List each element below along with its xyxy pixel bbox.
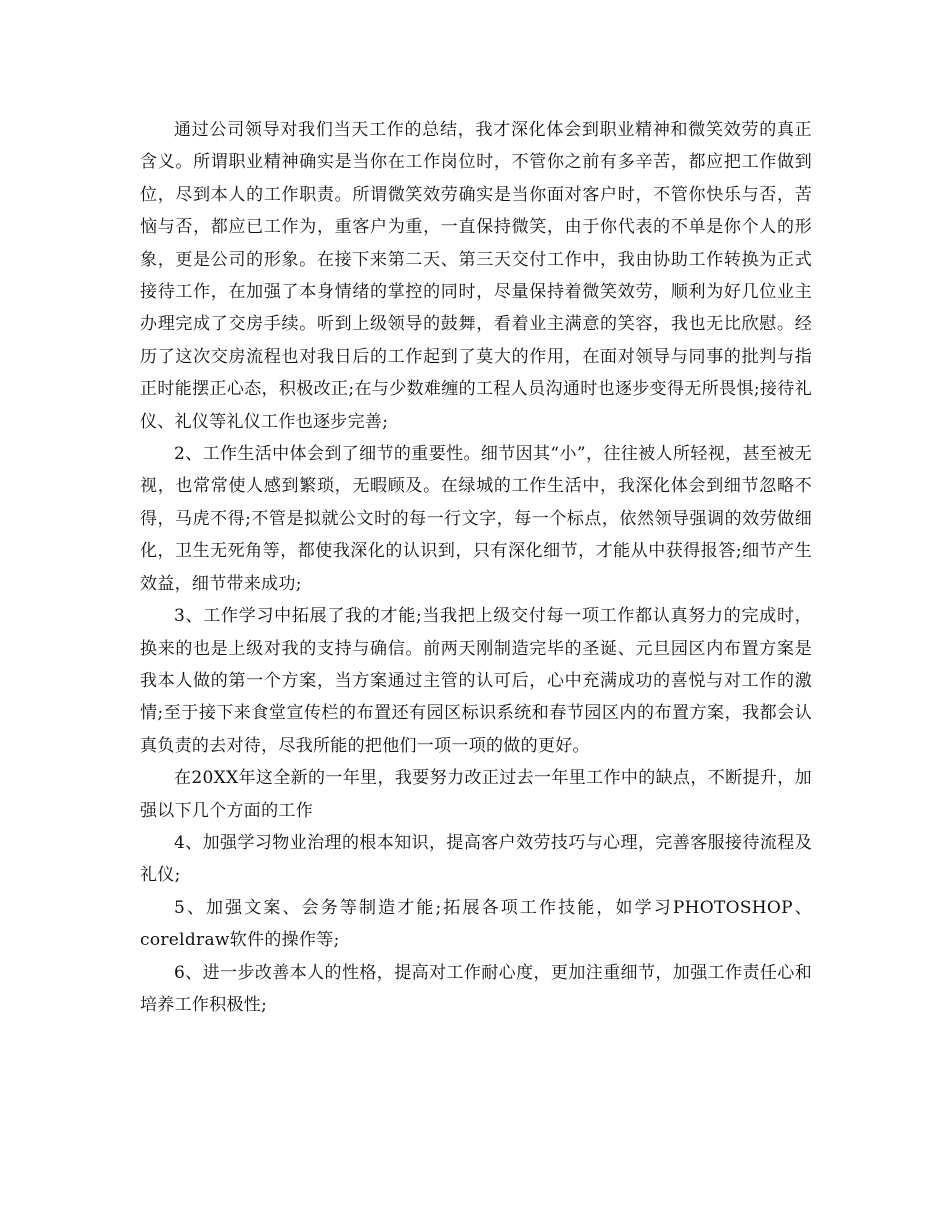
paragraph-item-4: 4、加强学习物业治理的根本知识，提高客户效劳技巧与心理，完善客服接待流程及礼仪; bbox=[140, 832, 812, 886]
paragraph-item-5: 5、加强文案、会务等制造才能;拓展各项工作技能，如学习PHOTOSHOP、coreldraw软件的操作等; bbox=[140, 897, 812, 951]
paragraph-item-2: 2、工作生活中体会到了细节的重要性。细节因其“小”，往往被人所轻视，甚至被无视，也常常使人感到繁琐，无暇顾及。在绿城的工作生活中，我深化体会到细节忽略不得，马虎不得;不管是拟就公文时的每一行文字，每一个标点，依然领导强调的效劳做细化，卫生无死角等，都使我深化的认识到，只有深化细节，才能从中获得报答;细节产生效益，细节带来成功; bbox=[140, 444, 812, 594]
document-body bbox=[140, 114, 812, 1021]
paragraph-summary: 通过公司领导对我们当天工作的总结，我才深化体会到职业精神和微笑效劳的真正含义。所谓职业精神确实是当你在工作岗位时，不管你之前有多辛苦，都应把工作做到位，尽到本人的工作职责。所谓微笑效劳确实是当你面对客户时，不管你快乐与否，苦恼与否，都应已工作为，重客户为重，一直保持微笑，由于你代表的不单是你个人的形象，更是公司的形象。在接下来第二天、第三天交付工作中，我由协助工作转换为正式接待工作，在加强了本身情绪的掌控的同时，尽量保持着微笑效劳，顺利为好几位业主办理完成了交房手续。听到上级领导的鼓舞，看着业主满意的笑容，我也无比欣慰。经历了这次交房流程也对我日后的工作起到了莫大的作用，在面对领导与同事的批判与指正时能摆正心态，积极改正;在与少数难缠的工程人员沟通时也逐步变得无所畏惧;接待礼仪、礼仪等礼仪工作也逐步完善; bbox=[140, 120, 812, 432]
paragraph-new-year: 在20XX年这全新的一年里，我要努力改正过去一年里工作中的缺点，不断提升，加强以下几个方面的工作 bbox=[140, 768, 812, 821]
paragraph-item-3: 3、工作学习中拓展了我的才能;当我把上级交付每一项工作都认真努力的完成时，换来的也是上级对我的支持与确信。前两天刚制造完毕的圣诞、元旦园区内布置方案是我本人做的第一个方案，当方案通过主管的认可后，心中充满成功的喜悦与对工作的激情;至于接下来食堂宣传栏的布置还有园区标识系统和春节园区内的布置方案，我都会认真负责的去对待，尽我所能的把他们一项一项的做的更好。 bbox=[140, 606, 812, 756]
paragraph-item-6: 6、进一步改善本人的性格，提高对工作耐心度，更加注重细节，加强工作责任心和培养工作积极性; bbox=[140, 962, 812, 1015]
